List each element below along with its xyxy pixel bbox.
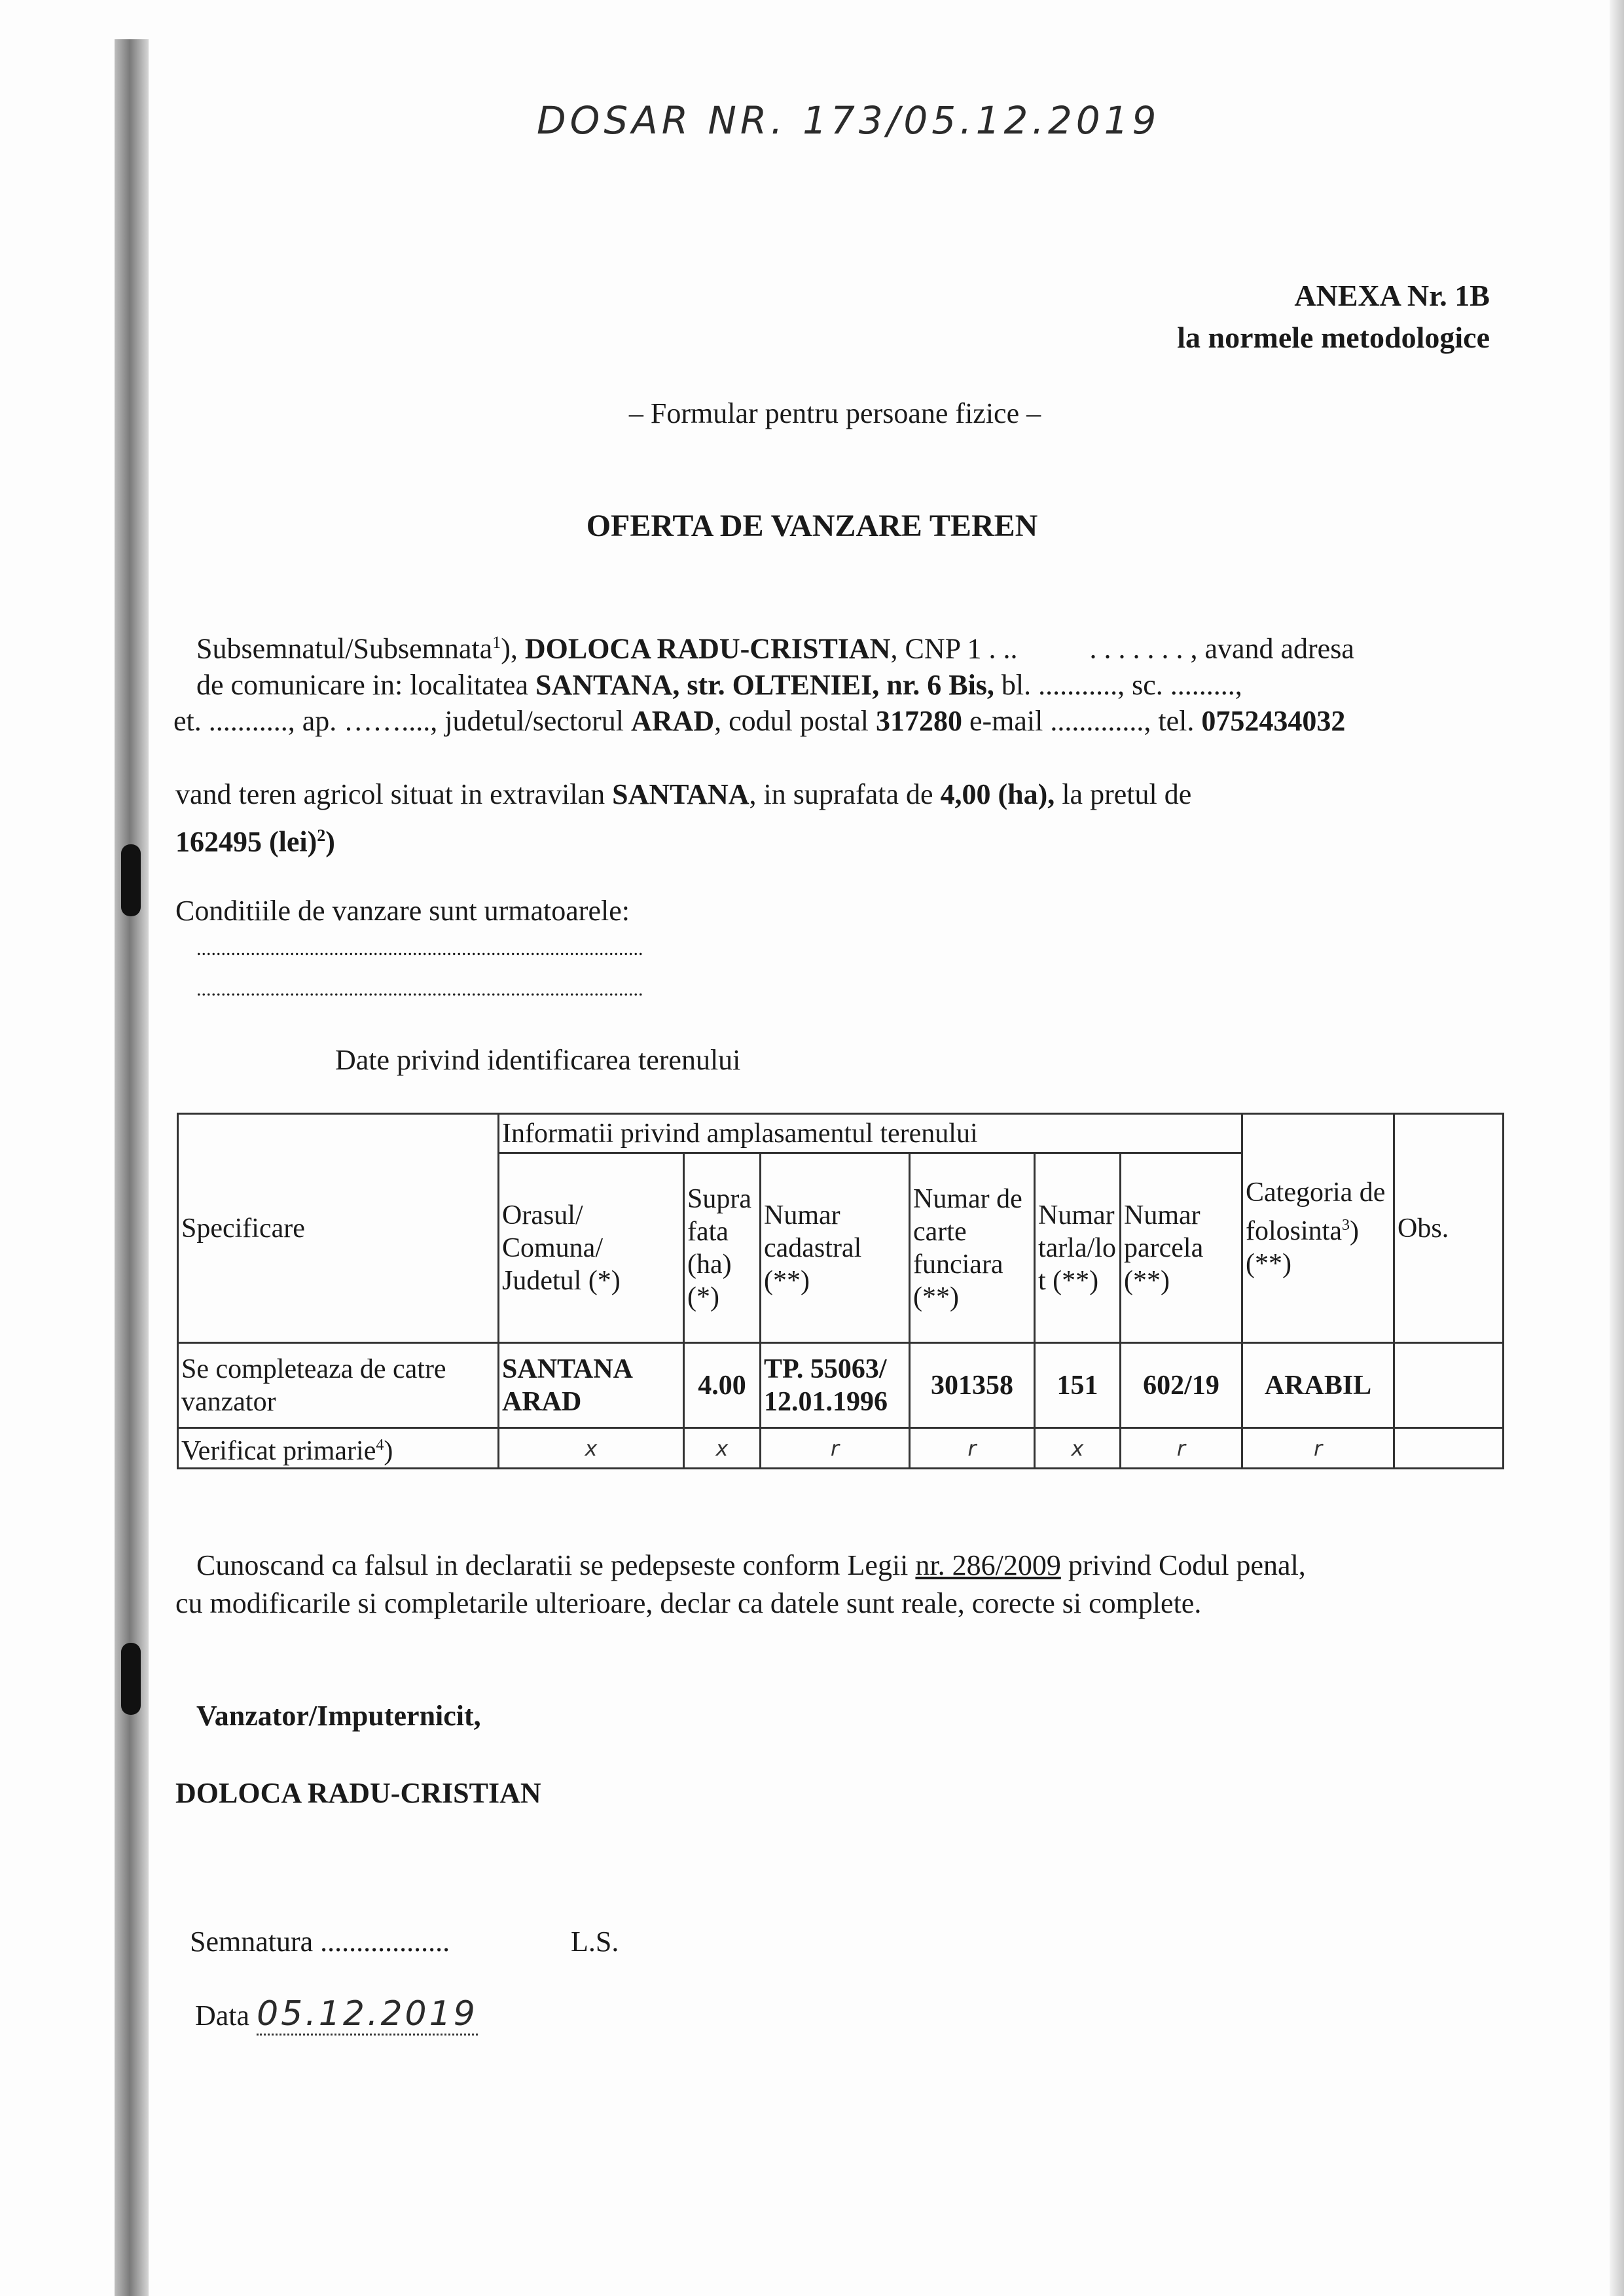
document-title: OFERTA DE VANZARE TEREN [586, 509, 1038, 543]
table-header-row [178, 1114, 1504, 1153]
sale-area: 4,00 (ha), [940, 778, 1055, 810]
cell-cadastral: TP. 55063/ 12.01.1996 [761, 1343, 910, 1428]
address-value: SANTANA, str. OLTENIEI, nr. 6 Bis, [535, 669, 994, 701]
verification-mark: r [910, 1428, 1035, 1469]
sale-price: 162495 (lei) [175, 825, 317, 858]
date-label: Data [195, 2000, 257, 2032]
header-parcela: Numar parcela (**) [1121, 1153, 1242, 1343]
intro-text: , codul postal [714, 705, 876, 737]
intro-text: , CNP [890, 632, 967, 665]
cell-carte-funciara: 301358 [910, 1343, 1035, 1428]
declaration-line-1 [196, 1545, 1306, 1587]
intro-text: et. ..........., ap. ……...., judetul/sectorul [173, 705, 631, 737]
conditions-line: ........................................................................................... [196, 938, 643, 960]
header-suprafata: Suprafata (ha) (*) [684, 1153, 761, 1343]
header-specificare: Specificare [178, 1114, 499, 1343]
sale-text: ) [325, 825, 335, 858]
header-tarla: Numar tarla/lot (**) [1035, 1153, 1121, 1343]
row-label: Se completeaza de catre vanzator [178, 1343, 499, 1428]
county-value: ARAD [631, 705, 715, 737]
annex-number: ANEXA Nr. 1B [1294, 279, 1490, 312]
cnp-value: 1 . .. . . . . . . . [967, 632, 1191, 665]
date-value: 05.12.2019 [257, 1994, 478, 2036]
header-categoria [1242, 1114, 1394, 1343]
ls-label: L.S. [571, 1926, 619, 1958]
header-text: ) (**) [1246, 1216, 1359, 1279]
punch-hole [121, 844, 141, 916]
punch-hole [121, 1643, 141, 1715]
binder-strip [115, 39, 149, 2296]
cell-obs [1394, 1428, 1504, 1469]
signer-name: DOLOCA RADU-CRISTIAN [175, 1777, 541, 1809]
declaration-line-2: cu modificarile si completarile ulterioare, declar ca datele sunt reale, corecte si complete. [175, 1587, 1202, 1619]
footnote-ref: 2 [317, 826, 326, 845]
table-caption: Date privind identificarea terenului [335, 1044, 741, 1076]
header-carte-funciara: Numar de carte funciara (**) [910, 1153, 1035, 1343]
header-group-location: Informatii privind amplasamentul terenului [499, 1114, 1242, 1153]
annex-subtitle: la normele metodologice [1177, 321, 1490, 354]
verification-mark: r [1242, 1428, 1394, 1469]
verification-mark: x [499, 1428, 684, 1469]
conditions-line: ........................................................................................... [196, 978, 643, 1000]
phone-value: 0752434032 [1201, 705, 1346, 737]
date-row [195, 1993, 478, 2037]
cell-oras: SANTANA ARAD [499, 1343, 684, 1428]
footnote-ref: 3 [1342, 1217, 1350, 1234]
seller-name: DOLOCA RADU-CRISTIAN [524, 632, 891, 665]
sale-line-2 [175, 815, 335, 863]
land-identification-table [177, 1113, 1504, 1469]
verification-mark: x [684, 1428, 761, 1469]
cell-suprafata: 4.00 [684, 1343, 761, 1428]
intro-line-3 [173, 700, 1345, 742]
intro-text: de comunicare in: localitatea [196, 669, 535, 701]
signer-role: Vanzator/Imputernicit, [196, 1700, 481, 1732]
handwritten-file-number: DOSAR NR. 173/05.12.2019 [537, 98, 1161, 143]
cell-obs [1394, 1343, 1504, 1428]
footnote-ref: 1 [492, 633, 501, 652]
row-label-text: Verificat primarie [181, 1436, 376, 1466]
row-label-text: ) [384, 1436, 393, 1466]
cell-parcela: 602/19 [1121, 1343, 1242, 1428]
cell-tarla: 151 [1035, 1343, 1121, 1428]
declaration-text: privind Codul penal, [1060, 1549, 1306, 1581]
footnote-ref: 4 [376, 1437, 384, 1454]
table-row-seller [178, 1343, 1504, 1428]
law-reference: nr. 286/2009 [915, 1549, 1061, 1581]
sale-text: vand teren agricol situat in extravilan [175, 778, 613, 810]
sale-text: , in suprafata de [749, 778, 941, 810]
row-label [178, 1428, 499, 1469]
intro-text: bl. ..........., sc. ........., [994, 669, 1242, 701]
header-text: Categoria de folosinta [1246, 1177, 1386, 1246]
signature-label: Semnatura .................. [190, 1926, 450, 1958]
verification-mark: r [1121, 1428, 1242, 1469]
table-row-verified [178, 1428, 1504, 1469]
verification-mark: r [761, 1428, 910, 1469]
header-cadastral: Numar cadastral (**) [761, 1153, 910, 1343]
cell-categoria: ARABIL [1242, 1343, 1394, 1428]
page-edge [1610, 0, 1624, 2296]
sale-line-1 [175, 774, 1191, 816]
declaration-text: Cunoscand ca falsul in declaratii se pedepseste conform Legii [196, 1549, 916, 1581]
intro-line-1 [196, 622, 1354, 670]
intro-text: Subsemnatul/Subsemnata [196, 632, 493, 665]
verification-mark: x [1035, 1428, 1121, 1469]
annex-block [1177, 275, 1490, 359]
sale-place: SANTANA [612, 778, 749, 810]
intro-text: , avand adresa [1190, 632, 1354, 665]
intro-text: ), [501, 632, 525, 665]
conditions-label: Conditiile de vanzare sunt urmatoarele: [175, 895, 630, 927]
sale-text: la pretul de [1055, 778, 1192, 810]
header-obs: Obs. [1394, 1114, 1504, 1343]
intro-text: e-mail ............., tel. [962, 705, 1202, 737]
postal-code-value: 317280 [875, 705, 962, 737]
form-subtitle: – Formular pentru persoane fizice – [628, 397, 1041, 429]
header-oras: Orasul/ Comuna/ Judetul (*) [499, 1153, 684, 1343]
